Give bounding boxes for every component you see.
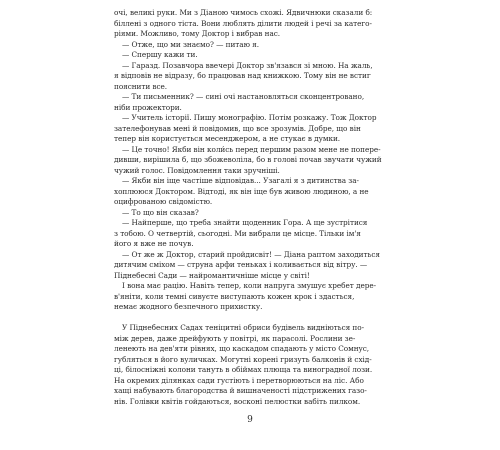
text-line: На окремих ділянках сади густіють і перетворюються на ліс. Або: [114, 375, 364, 385]
text-line: зателефонував мені й повідомив, що все зрозумів. Добре, що він: [114, 123, 361, 133]
text-line: [114, 313, 400, 324]
text-line: — Якби він іще частіше відповідав... Узагалі я з дитинства за-: [122, 176, 359, 185]
text-line: біллені з одного тіста. Вони люблять ділити людей і речі за катего-: [114, 18, 372, 28]
text-line: я відповів не відразу, бо працював над книжкою. Тому він не встиг: [114, 71, 371, 80]
text-line: хоплююся Доктором. Відтоді, як він іще був живою людиною, а не: [114, 186, 369, 196]
page-text: [114, 8, 400, 407]
text-line: — Учитель історії. Пишу монографію. Потім розкажу. Тож Доктор: [122, 113, 377, 122]
text-line: між дерев, даже дрейфують у повітрі, як парасолі. Рослини зе-: [114, 333, 356, 343]
text-line: ці, білосніжні колони тануть в обіймах плюща та виноградної лози.: [114, 365, 373, 374]
text-line: оцифрованою свідомістю.: [114, 197, 213, 206]
text-line: І вона має рацію. Навіть тепер, коли напруга змушує хребет дере-: [122, 281, 377, 290]
text-line: чужий голос. Повідомлення таки зручніші.: [114, 165, 280, 175]
text-line: губляться в його вуличках. Могутні корені гризуть балконів й схід-: [114, 354, 372, 364]
text-line: нів. Голівки квітів гойдаються, восконі пелюстки вабіть пилком.: [114, 396, 361, 406]
text-line: — Спершу кажи ти.: [122, 50, 198, 59]
text-line: — От же ж Доктор, старий пройдисвіт! — Діана раптом заходиться: [122, 249, 380, 259]
text-line: ніби прожектори.: [114, 102, 182, 112]
text-line: дивши, вирішила б, що збожеволіла, бо в голові почав звучати чужий: [114, 155, 382, 164]
text-line: — Ти письменник? — сині очі настановляться сконцентровано,: [122, 92, 365, 101]
text-line: його я вже не почув.: [114, 239, 194, 248]
text-line: тепер він користується месенджером, а не стукає в думки.: [114, 134, 341, 143]
text-line: Піднебесні Сади — найромантичніше місце у світі!: [114, 270, 310, 280]
text-line: немає жодного безпечного прихистку.: [114, 302, 263, 311]
text-line: ріями. Можливо, тому Доктор і вибрав нас.: [114, 29, 281, 38]
text-line: з тобою. О четвертій, сьогодні. Ми вибрали це місце. Тільки ім'я: [114, 228, 361, 238]
text-line: ленеють на дев'яти рівнях, що каскадом спадають у місто Сомнус,: [114, 344, 370, 353]
text-line: хащі набувають благородства й вишначеності підстрижених газо-: [114, 386, 367, 395]
text-line: — Гаразд. Позавчора ввечері Доктор зв'язався зі мною. На жаль,: [122, 60, 373, 70]
text-line: — То що він сказав?: [122, 207, 199, 217]
text-line: пояснити все.: [114, 81, 168, 91]
text-line: очі, великі руки. Ми з Діаною чимось схожі. Ядвичнюки сказали б:: [114, 8, 373, 17]
text-line: — Найперше, що треба знайти щоденник Гора. А ще зустрітися: [122, 218, 368, 227]
text-line: — Отже, що ми знаємо? — питаю я.: [122, 39, 259, 49]
text-line: — Це точно! Якби він коли́сь перед першим разом мене не попере-: [122, 144, 381, 154]
page-number: 9: [247, 415, 253, 425]
text-line: в'яніти, коли темні сивуєте виступають кожен крок і здасться,: [114, 291, 355, 301]
text-line: дитячим сміхом — струна арфи теньках і коливається від вітру. —: [114, 260, 368, 269]
text-line: У Піднебесних Садах теніцитні обриси будівель видніються по-: [122, 323, 365, 332]
